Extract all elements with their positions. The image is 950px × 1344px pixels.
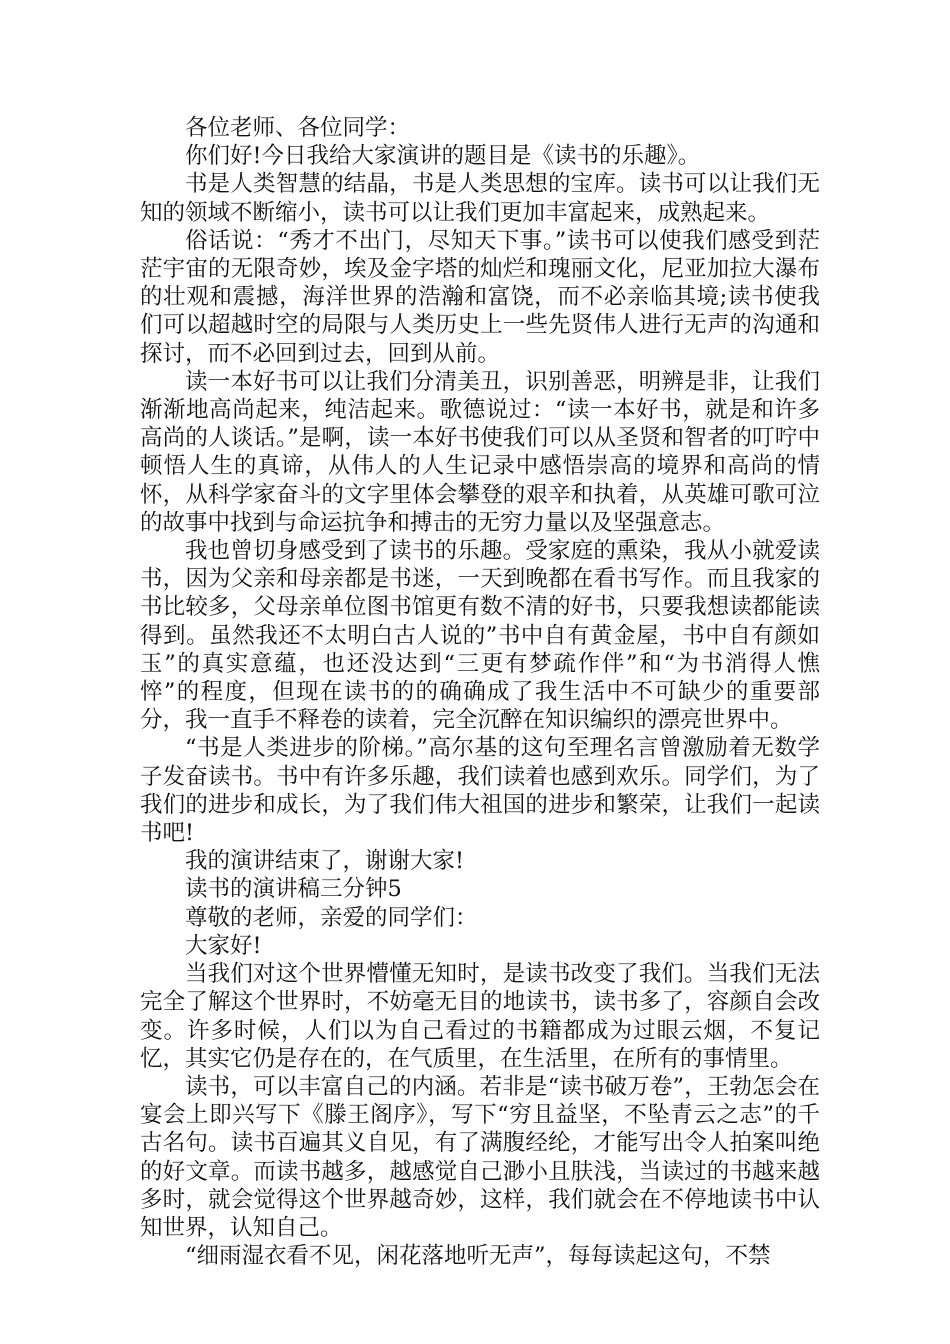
paragraph-closing: 我的演讲结束了，谢谢大家!	[185, 848, 465, 875]
paragraph-greeting: 各位老师、各位同学：	[185, 115, 411, 141]
paragraph-body: 读一本好书可以让我们分清美丑，识别善恶，明辨是非，让我们渐渐地高尚起来，纯洁起来。歌德说过：“读一本好书，就是和许多高尚的人谈话。”是啊，读一本好书使我们可以从圣贤和智者的叮咛中顿悟人生的真谛，从伟人的人生记录中感悟崇高的境界和高尚的情怀，从科学家奋斗的文字里体会攀登的艰辛和执着，从英雄可歌可泣的故事中找到与命运抗争和搏击的无穷力量以及坚强意志。	[140, 368, 820, 536]
paragraph-body: 书是人类智慧的结晶，书是人类思想的宝库。读书可以让我们无知的领域不断缩小，读书可以让我们更加丰富起来，成熟起来。	[140, 171, 820, 226]
paragraph-greeting: 尊敬的老师，亲爱的同学们：	[185, 904, 478, 931]
paragraph-body: 当我们对这个世界懵懂无知时，是读书改变了我们。当我们无法完全了解这个世界时，不妨毫无目的地读书，读书多了，容颜自会改变。许多时候，人们以为自己看过的书籍都成为过眼云烟，不复记忆，其实它仍是存在的，在气质里，在生活里，在所有的事情里。	[140, 961, 820, 1072]
paragraph-body: 读书，可以丰富自己的内涵。若非是“读书破万卷”，王勃怎会在宴会上即兴写下《滕王阁序》，写下“穷且益坚，不坠青云之志”的千古名句。读书百遍其义自见，有了满腹经纶，才能写出令人拍案叫绝的好文章。而读书越多，越感觉自己渺小且肤浅，当读过的书越来越多时，就会觉得这个世界越奇妙，这样，我们就会在不停地读书中认知世界，认知自己。	[140, 1073, 820, 1241]
paragraph-body: “细雨湿衣看不见，闲花落地听无声”，每每读起这句，不禁	[185, 1243, 771, 1270]
paragraph-opening: 大家好!	[185, 932, 262, 959]
paragraph-body: 我也曾切身感受到了读书的乐趣。受家庭的熏染，我从小就爱读书，因为父亲和母亲都是书迷，一天到晚都在看书写作。而且我家的书比较多，父母亲单位图书馆更有数不清的好书，只要我想读都能读得到。虽然我还不太明白古人说的”书中自有黄金屋，书中自有颜如玉”的真实意蕴，也还没达到“三更有梦疏作伴”和“为书消得人憔悴”的程度，但现在读书的的确确成了我生活中不可缺少的重要部分，我一直手不释卷的读着，完全沉醉在知识编织的漂亮世界中。	[140, 538, 820, 734]
document-page	[140, 114, 820, 1270]
paragraph-body: 俗话说：“秀才不出门，尽知天下事。”读书可以使我们感受到茫茫宇宙的无限奇妙，埃及金字塔的灿烂和瑰丽文化，尼亚加拉大瀑布的壮观和震撼，海洋世界的浩瀚和富饶，而不必亲临其境;读书使我们可以超越时空的局限与人类历史上一些先贤伟人进行无声的沟通和探讨，而不必回到过去，回到从前。	[140, 227, 820, 367]
section-title: 读书的演讲稿三分钟5	[185, 876, 402, 903]
paragraph-body: “书是人类进步的阶梯。”高尔基的这句至理名言曾激励着无数学子发奋读书。书中有许多乐趣，我们读着也感到欢乐。同学们，为了我们的进步和成长，为了我们伟大祖国的进步和繁荣，让我们一起读书吧!	[140, 735, 820, 847]
paragraph-opening: 你们好!今日我给大家演讲的题目是《读书的乐趣》。	[185, 143, 701, 170]
